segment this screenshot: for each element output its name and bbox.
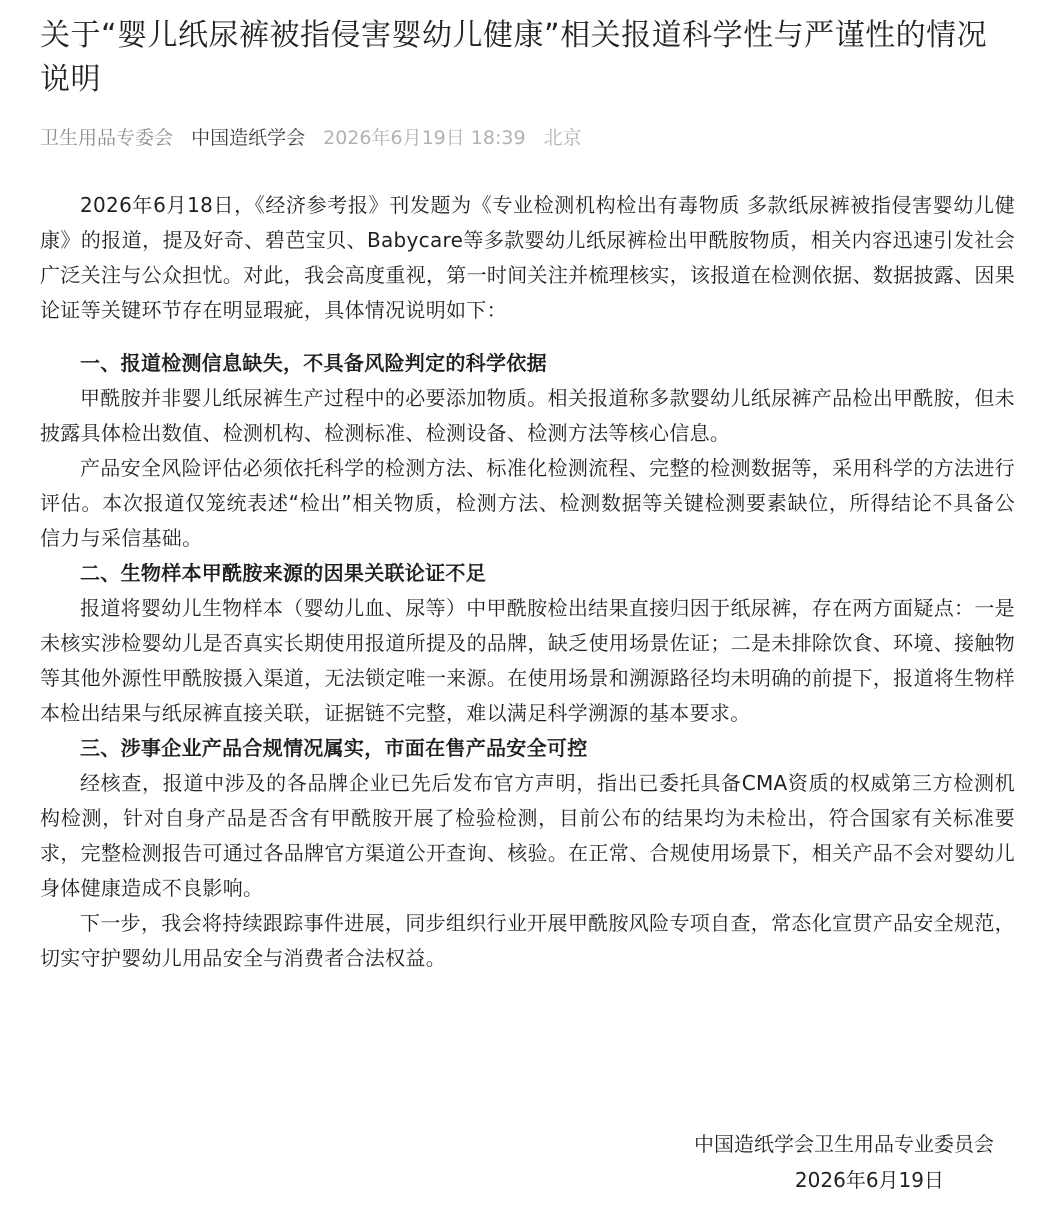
article-body xyxy=(40,188,1015,976)
lead-paragraph: 2026年6月18日，《经济参考报》刊发题为《专业检测机构检出有毒物质 多款纸尿裤被指侵害婴幼儿健康》的报道，提及好奇、碧芭宝贝、Babycare等多款婴幼儿纸尿裤检出甲酰胺物质，相关内容迅速引发社会广泛关注与公众担忧。对此，我会高度重视，第一时间关注并梳理核实，该报道在检测依据、数据披露、因果论证等关键环节存在明显瑕疵，具体情况说明如下： xyxy=(40,193,1015,322)
meta-location: 北京 xyxy=(543,127,582,149)
meta-org: 中国造纸学会 xyxy=(191,127,306,149)
section-3-paragraph-1: 经核查，报道中涉及的各品牌企业已先后发布官方声明，指出已委托具备CMA资质的权威第三方检测机构检测，针对自身产品是否含有甲酰胺开展了检验检测，目前公布的结果均为未检出，符合国家有关标准要求，完整检测报告可通过各品牌官方渠道公开查询、核验。在正常、合规使用场景下，相关产品不会对婴幼儿身体健康造成不良影响。 xyxy=(40,771,1015,900)
signature-date: 2026年6月19日 xyxy=(794,1168,944,1192)
section-heading-3: 三、涉事企业产品合规情况属实，市面在售产品安全可控 xyxy=(80,736,588,760)
meta-source-link[interactable]: 卫生用品专委会 xyxy=(40,127,174,149)
section-1-paragraph-1: 甲酰胺并非婴儿纸尿裤生产过程中的必要添加物质。相关报道称多款婴幼儿纸尿裤产品检出甲酰胺，但未披露具体检出数值、检测机构、检测标准、检测设备、检测方法等核心信息。 xyxy=(40,386,1015,445)
section-heading-1: 一、报道检测信息缺失，不具备风险判定的科学依据 xyxy=(80,351,547,375)
section-heading-2: 二、生物样本甲酰胺来源的因果关联论证不足 xyxy=(80,561,486,585)
section-2-paragraph-1: 报道将婴幼儿生物样本（婴幼儿血、尿等）中甲酰胺检出结果直接归因于纸尿裤，存在两方面疑点：一是未核实涉检婴幼儿是否真实长期使用报道所提及的品牌，缺乏使用场景佐证；二是未排除饮食、环境、接触物等其他外源性甲酰胺摄入渠道，无法锁定唯一来源。在使用场景和溯源路径均未明确的前提下，报道将生物样本检出结果与纸尿裤直接关联，证据链不完整，难以满足科学溯源的基本要求。 xyxy=(40,596,1015,725)
signature-block xyxy=(694,1126,994,1198)
article-title: 关于“婴儿纸尿裤被指侵害婴幼儿健康”相关报道科学性与严谨性的情况说明 xyxy=(40,18,988,97)
article xyxy=(40,14,1015,976)
section-3-paragraph-2: 下一步，我会将持续跟踪事件进展，同步组织行业开展甲酰胺风险专项自查，常态化宣贯产品安全规范，切实守护婴幼儿用品安全与消费者合法权益。 xyxy=(40,911,1015,970)
section-1-paragraph-2: 产品安全风险评估必须依托科学的检测方法、标准化检测流程、完整的检测数据等，采用科学的方法进行评估。本次报道仅笼统表述“检出”相关物质，检测方法、检测数据等关键检测要素缺位，所得结论不具备公信力与采信基础。 xyxy=(40,456,1015,550)
signature-org: 中国造纸学会卫生用品专业委员会 xyxy=(694,1132,994,1156)
meta-publish-time: 2026年6月19日 18:39 xyxy=(323,127,526,149)
article-meta xyxy=(40,124,1015,152)
